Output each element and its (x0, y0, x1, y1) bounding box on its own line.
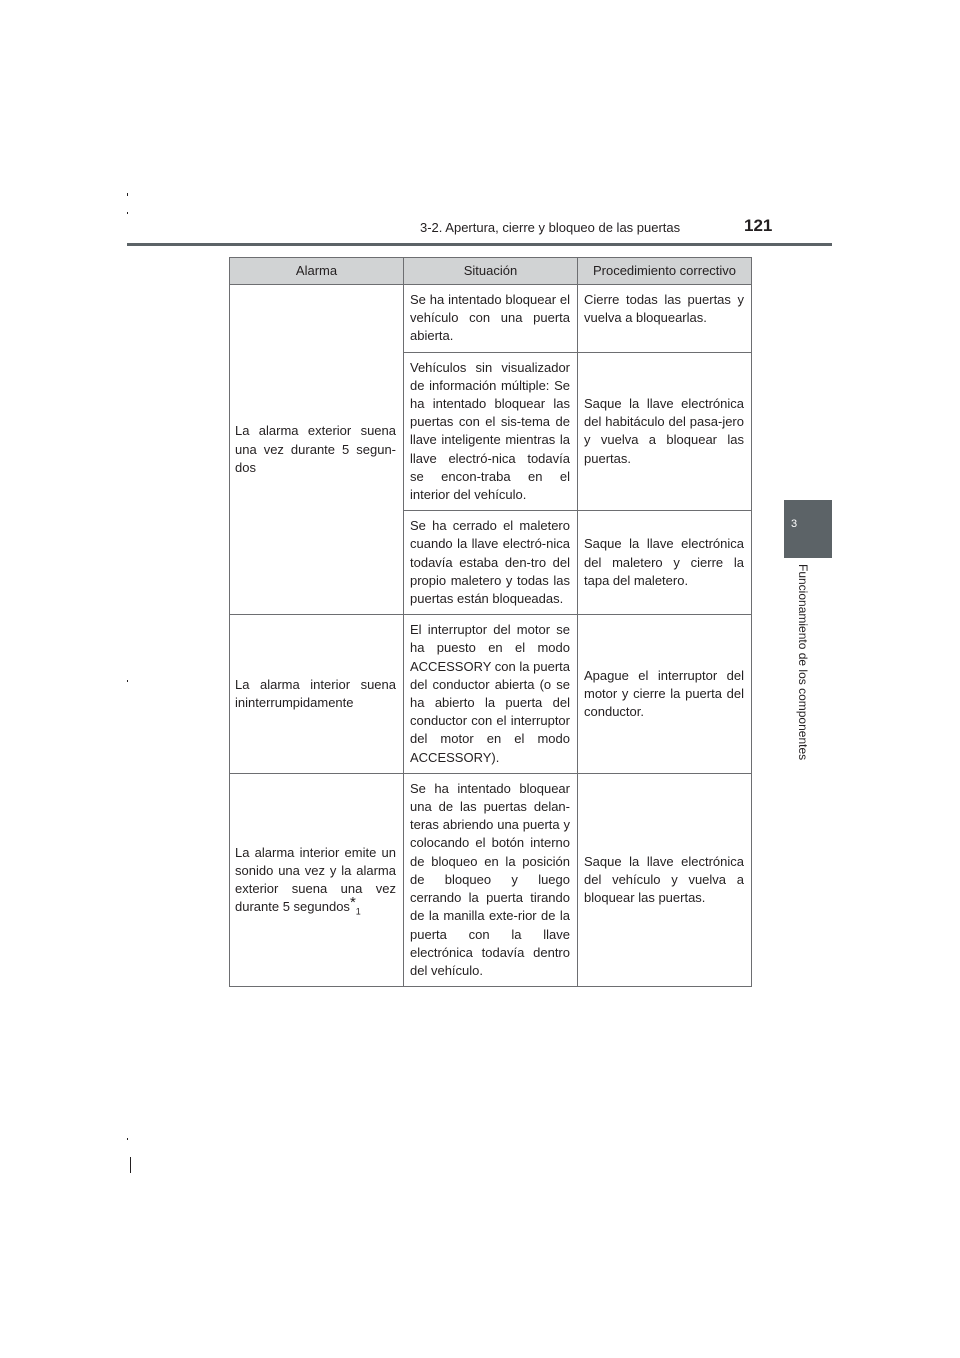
procedure-cell: Saque la llave electrónica del vehículo y vuelva a bloquear las puertas. (578, 773, 752, 986)
alarm-cell (230, 773, 404, 986)
chapter-number: 3 (791, 518, 798, 530)
alarm-cell: La alarma interior suena ininterrumpidamente (230, 615, 404, 774)
procedure-cell: Apague el interruptor del motor y cierre la puerta del conductor. (578, 615, 752, 774)
crop-mark (127, 680, 128, 682)
table-row (230, 285, 752, 353)
alarm-cell: La alarma exterior suena una vez durante 5 segun-dos (230, 285, 404, 615)
section-title: 3-2. Apertura, cierre y bloqueo de las puertas (420, 220, 681, 235)
situation-cell: Se ha intentado bloquear el vehículo con una puerta abierta. (404, 285, 578, 353)
procedure-cell: Saque la llave electrónica del maletero y cierre la tapa del maletero. (578, 511, 752, 615)
header-rule (127, 243, 832, 246)
procedure-cell: Saque la llave electrónica del habitáculo del pasa-jero y vuelva a bloquear las puertas. (578, 352, 752, 511)
page-number: 121 (744, 216, 773, 235)
column-header-procedure: Procedimiento correctivo (578, 258, 752, 285)
chapter-title: Funcionamiento de los componentes (796, 564, 810, 761)
situation-cell: Vehículos sin visualizador de información múltiple: Se ha intentado bloquear las puertas con el sis-tema de llave inteligente mientras la llave electró-nica todavía se encon-traba en el interior del vehículo. (404, 352, 578, 511)
column-header-alarm: Alarma (230, 258, 404, 285)
column-header-situation: Situación (404, 258, 578, 285)
table-row (230, 615, 752, 774)
situation-cell: Se ha cerrado el maletero cuando la llave electró-nica todavía estaba den-tro del propio maletero y todas las puertas están bloqueadas. (404, 511, 578, 615)
situation-cell: El interruptor del motor se ha puesto en el modo ACCESSORY con la puerta del conductor abierta (o se ha abierto la puerta del conductor con el interruptor del motor en el modo ACCESSORY). (404, 615, 578, 774)
footnote-index: 1 (355, 906, 361, 917)
footnote-asterisk: * (349, 894, 356, 912)
crop-mark (130, 1157, 131, 1173)
crop-mark (127, 1138, 128, 1140)
chapter-tab (784, 500, 832, 558)
alarm-table (229, 257, 752, 987)
alarm-text: La alarma interior emite un sonido una vez y la alarma exterior suena una vez durante 5 segundos (235, 844, 396, 915)
crop-mark (127, 193, 128, 196)
procedure-cell: Cierre todas las puertas y vuelva a bloquearlas. (578, 285, 752, 353)
crop-mark (127, 212, 128, 214)
table-row (230, 773, 752, 986)
situation-cell: Se ha intentado bloquear una de las puertas delan-teras abriendo una puerta y colocando el botón interno de bloqueo en la posición de bloqueo y luego cerrando la puerta tirando de la manilla exte-rior de la puerta con la llave electrónica todavía dentro del vehículo. (404, 773, 578, 986)
table-header-row (230, 258, 752, 285)
